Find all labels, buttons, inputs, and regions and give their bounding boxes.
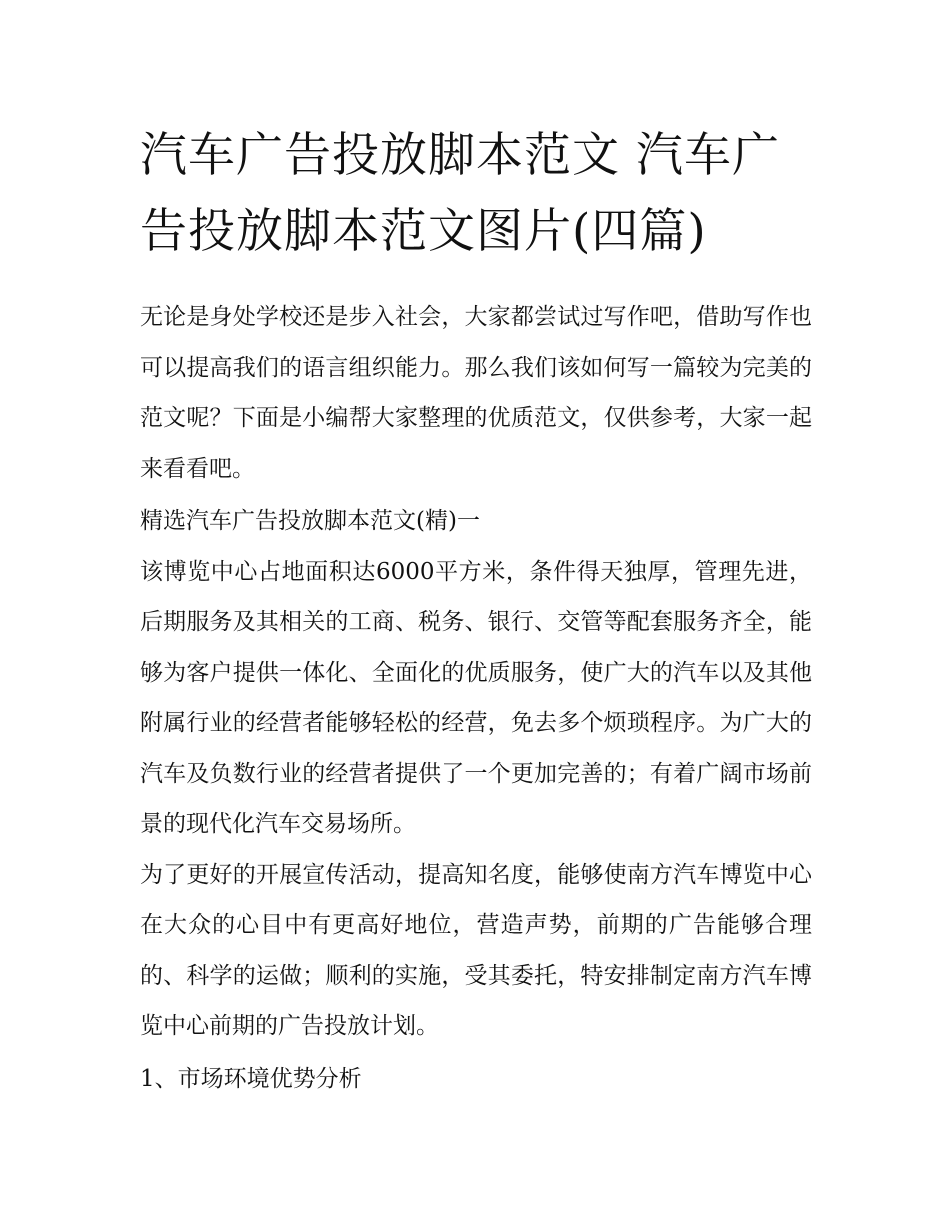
document-title: 汽车广告投放脚本范文 汽车广告投放脚本范文图片(四篇) <box>140 128 780 259</box>
document-body <box>140 118 812 1104</box>
section-title: 精选汽车广告投放脚本范文(精)一 <box>140 508 480 534</box>
body-paragraph-1: 该博览中心占地面积达6000平方米，条件得天独厚，管理先进，后期服务及其相关的工商、税务、银行、交管等配套服务齐全，能够为客户提供一体化、全面化的优质服务，使广大的汽车以及其他附属行业的经营者能够轻松的经营，免去多个烦琐程序。为广大的汽车及负数行业的经营者提供了一个更加完善的；有着广阔市场前景的现代化汽车交易场所。 <box>140 558 812 837</box>
subheading-market-analysis: 1、市场环境优势分析 <box>140 1065 362 1092</box>
intro-paragraph: 无论是身处学校还是步入社会，大家都尝试过写作吧，借助写作也可以提高我们的语言组织能力。那么我们该如何写一篇较为完美的范文呢？下面是小编帮大家整理的优质范文，仅供参考，大家一起来看看吧。 <box>140 304 812 482</box>
body-paragraph-2: 为了更好的开展宣传活动，提高知名度，能够使南方汽车博览中心在大众的心目中有更高好地位，营造声势，前期的广告能够合理的、科学的运做；顺利的实施，受其委托，特安排制定南方汽车博览中心前期的广告投放计划。 <box>140 861 812 1039</box>
